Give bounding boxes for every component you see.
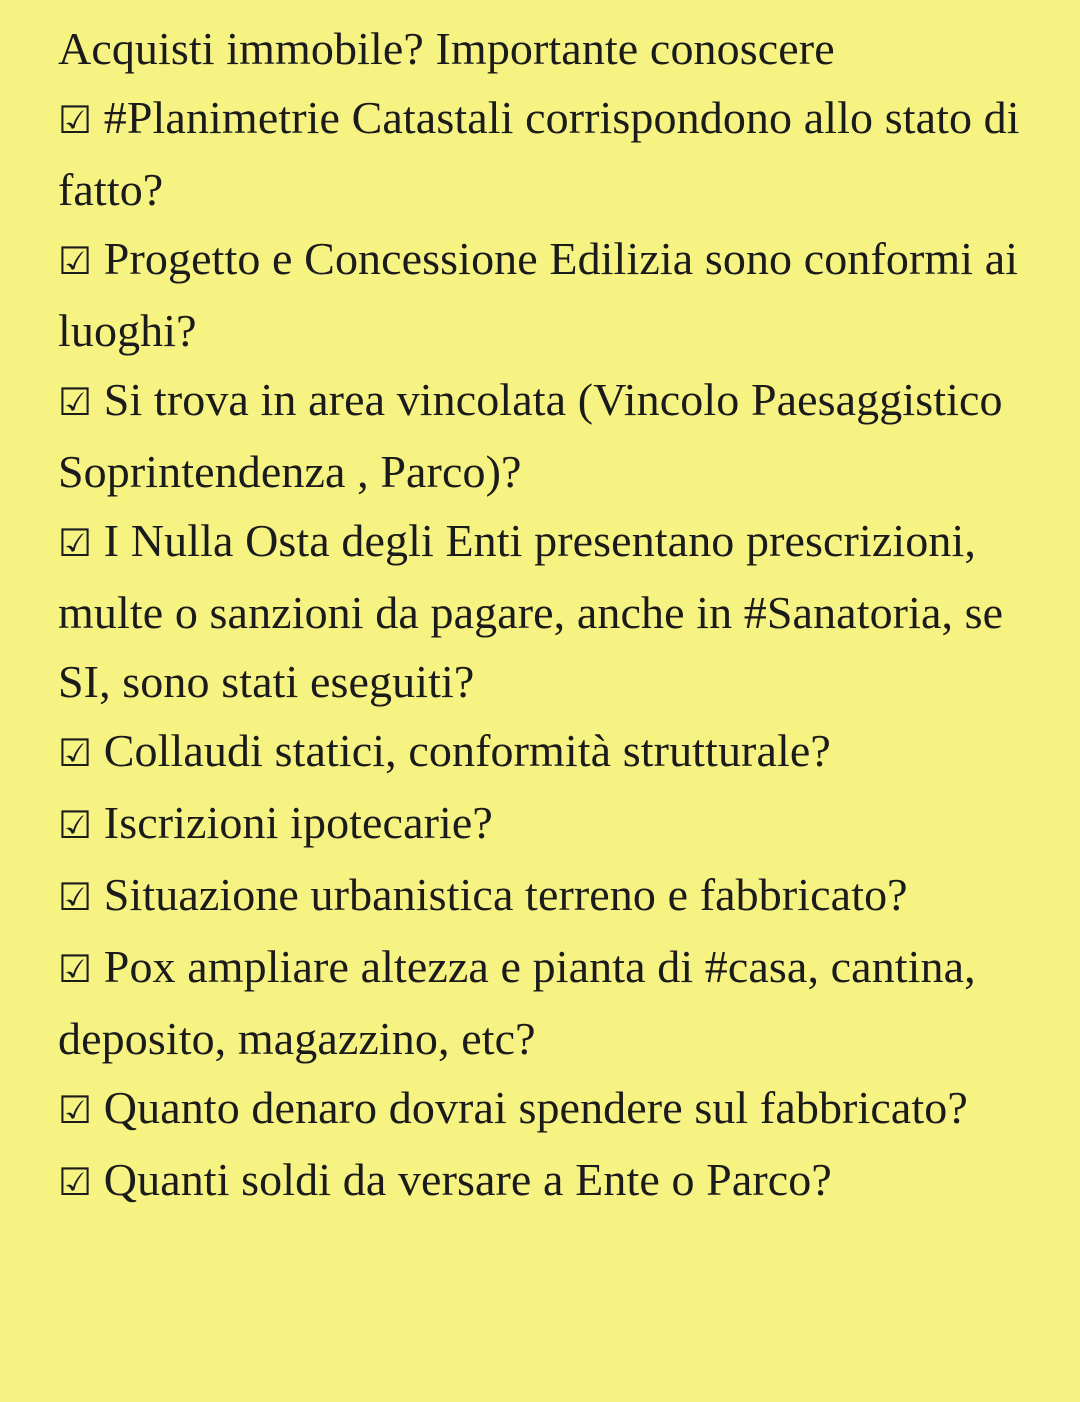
checkbox-checked-icon: ☑ — [58, 875, 93, 919]
checklist-item — [58, 716, 1022, 788]
checklist-item-label: Collaudi statici, conformità strutturale? — [92, 725, 831, 776]
checklist-item — [58, 932, 1022, 1073]
checkbox-checked-icon: ☑ — [58, 947, 93, 991]
checkbox-checked-icon: ☑ — [58, 1088, 93, 1132]
checklist-item — [58, 83, 1032, 224]
checkbox-checked-icon: ☑ — [58, 521, 93, 565]
checklist-item-label: Progetto e Concessione Edilizia sono conformi ai luoghi? — [58, 233, 1030, 356]
checkbox-checked-icon: ☑ — [58, 239, 93, 283]
checklist-item-label: Quanti soldi da versare a Ente o Parco? — [92, 1154, 832, 1205]
checklist-item — [58, 788, 1022, 860]
checkbox-checked-icon: ☑ — [58, 380, 93, 424]
checklist-item-label: Quanto denaro dovrai spendere sul fabbricato? — [92, 1082, 968, 1133]
checklist-item-label: Iscrizioni ipotecarie? — [92, 797, 493, 848]
checklist-item-label: Situazione urbanistica terreno e fabbricato? — [92, 869, 908, 920]
checklist-item-label: Si trova in area vincolata (Vincolo Paesaggistico Soprintendenza , Parco)? — [58, 374, 1015, 497]
checkbox-checked-icon: ☑ — [58, 1160, 93, 1204]
checkbox-checked-icon: ☑ — [58, 98, 93, 142]
checklist-item — [58, 860, 1022, 932]
checklist-item-label: Pox ampliare altezza e pianta di #casa, cantina, deposito, magazzino, etc? — [58, 941, 988, 1064]
checklist-item — [58, 224, 1030, 365]
checklist-item — [58, 1073, 1022, 1145]
checklist — [58, 83, 1032, 1217]
checklist-item-label: I Nulla Osta degli Enti presentano prescrizioni, multe o sanzioni da pagare, anche in #Sanatoria, se SI, sono stati eseguiti? — [58, 515, 1015, 707]
checkbox-checked-icon: ☑ — [58, 731, 93, 775]
checkbox-checked-icon: ☑ — [58, 803, 93, 847]
checklist-item-label: #Planimetrie Catastali corrispondono allo stato di fatto? — [58, 92, 1032, 215]
checklist-item — [58, 506, 1022, 716]
note-heading: Acquisti immobile? Importante conoscere — [58, 23, 835, 74]
checklist-item — [58, 365, 1022, 506]
checklist-item — [58, 1145, 1022, 1217]
